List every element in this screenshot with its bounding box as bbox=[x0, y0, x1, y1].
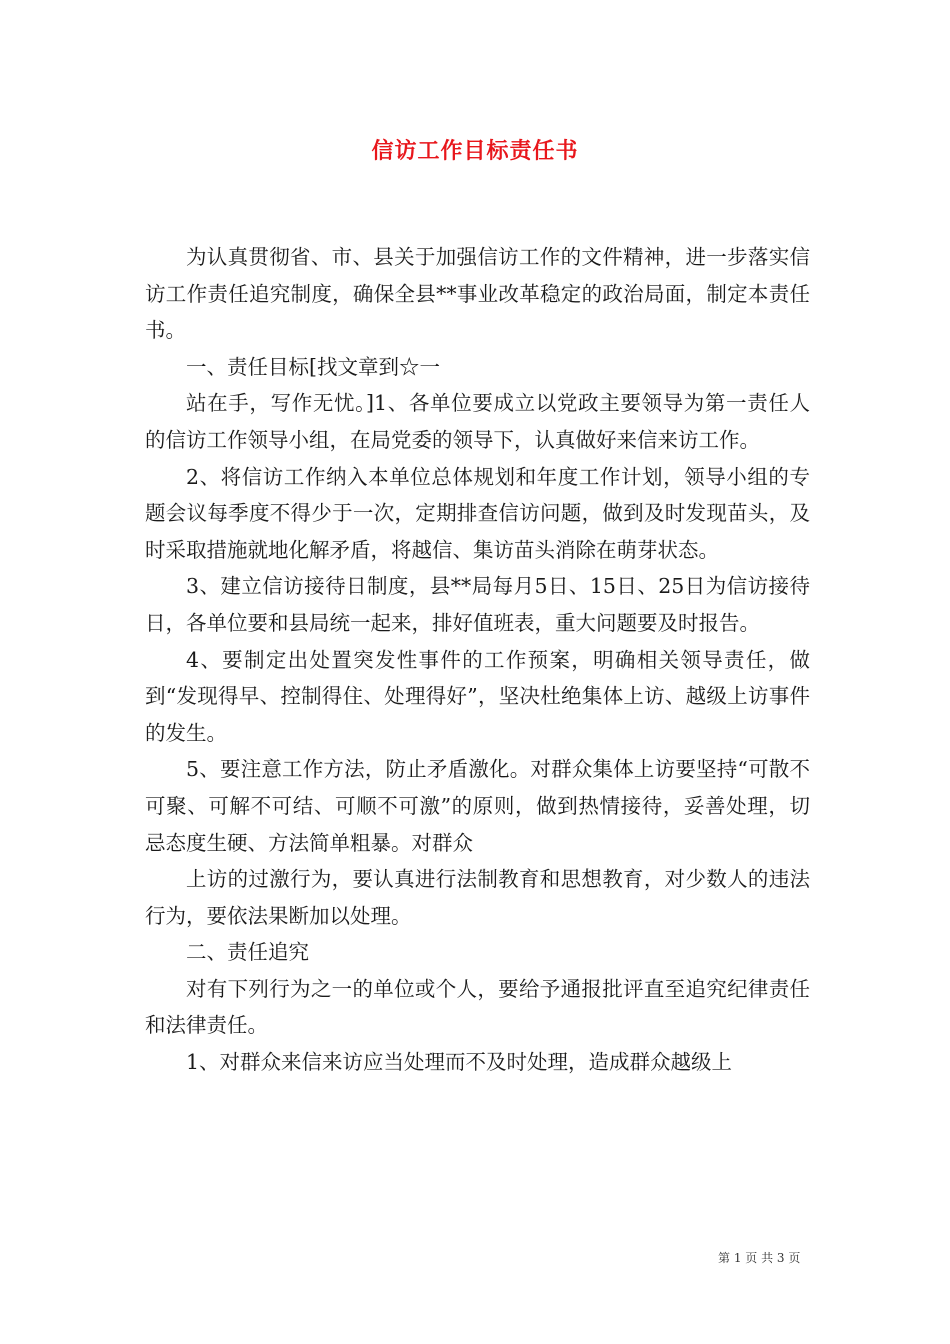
paragraph-accountability-1: 1、对群众来信来访应当处理而不及时处理，造成群众越级上 bbox=[186, 1050, 733, 1075]
paragraph-goal-3: 3、建立信访接待日制度，县**局每月5日、15日、25日为信访接待日，各单位要和县局统一起来，排好值班表，重大问题要及时报告。 bbox=[145, 574, 810, 635]
section-heading-accountability: 二、责任追究 bbox=[186, 940, 309, 965]
paragraph-intro: 为认真贯彻省、市、县关于加强信访工作的文件精神，进一步落实信访工作责任追究制度，确保全县**事业改革稳定的政治局面，制定本责任书。 bbox=[145, 245, 810, 343]
section-heading-goals: 一、责任目标[找文章到☆一 bbox=[186, 354, 440, 379]
paragraph-goal-2: 2、将信访工作纳入本单位总体规划和年度工作计划，领导小组的专题会议每季度不得少于一次，定期排查信访问题，做到及时发现苗头，及时采取措施就地化解矛盾，将越信、集访苗头消除在萌芽状态。 bbox=[145, 464, 810, 562]
paragraph-goal-1: 站在手，写作无忧。]1、各单位要成立以党政主要领导为第一责任人的信访工作领导小组，在局党委的领导下，认真做好来信来访工作。 bbox=[145, 391, 810, 452]
paragraph-goal-5: 5、要注意工作方法，防止矛盾激化。对群众集体上访要坚持“可散不可聚、可解不可结、可顺不可激”的原则，做到热情接待，妥善处理，切忌态度生硬、方法简单粗暴。对群众 bbox=[145, 757, 810, 855]
paragraph-goal-4: 4、要制定出处置突发性事件的工作预案，明确相关领导责任，做到“发现得早、控制得住、处理得好”，坚决杜绝集体上访、越级上访事件的发生。 bbox=[145, 647, 810, 745]
page-number-footer: 第 1 页 共 3 页 bbox=[718, 1251, 801, 1265]
paragraph-accountability-intro: 对有下列行为之一的单位或个人，要给予通报批评直至追究纪律责任和法律责任。 bbox=[145, 976, 810, 1038]
document-title: 信访工作目标责任书 bbox=[371, 138, 579, 164]
paragraph-goal-5-cont: 上访的过激行为，要认真进行法制教育和思想教育，对少数人的违法行为，要依法果断加以处理。 bbox=[145, 867, 810, 928]
document-body bbox=[145, 239, 810, 1081]
